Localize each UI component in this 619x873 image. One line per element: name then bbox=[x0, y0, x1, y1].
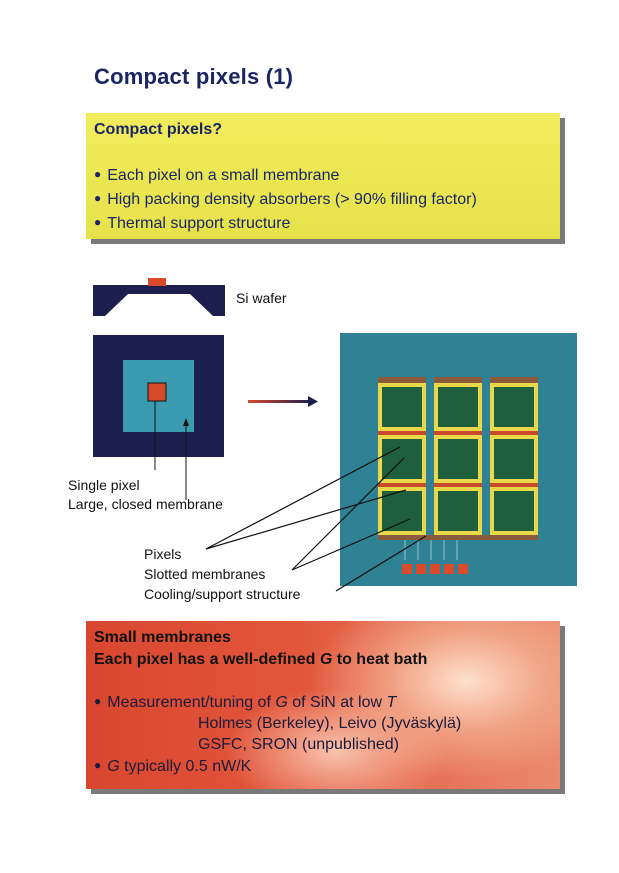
membrane-heading-line1: Small membranes bbox=[94, 629, 231, 646]
pixels-label: Pixels bbox=[144, 546, 182, 562]
membrane-reference-line: GSFC, SRON (unpublished) bbox=[198, 736, 399, 753]
membrane-reference-line: Holmes (Berkeley), Leivo (Jyväskylä) bbox=[198, 715, 462, 732]
readout-pad bbox=[444, 564, 454, 574]
bullet-icon: ● bbox=[94, 694, 102, 708]
membrane-bullet: ● Measurement/tuning of G of SiN at low T bbox=[94, 694, 397, 711]
membrane-heading-line2: Each pixel has a well-defined G to heat bath bbox=[94, 651, 428, 668]
readout-pad bbox=[402, 564, 412, 574]
pixel-cell bbox=[378, 377, 426, 431]
cooling-support-label: Cooling/support structure bbox=[144, 586, 301, 602]
bullet-icon: ● bbox=[94, 758, 102, 772]
transition-arrow-shaft bbox=[248, 400, 310, 403]
si-wafer-shape bbox=[93, 285, 225, 316]
membrane-body bbox=[94, 691, 461, 777]
pixel-cell bbox=[490, 483, 538, 535]
readout-pad bbox=[458, 564, 468, 574]
membrane-box bbox=[86, 621, 560, 789]
pixel-cell bbox=[490, 377, 538, 431]
single-pixel-absorber bbox=[148, 383, 166, 401]
pixel-cell bbox=[434, 377, 482, 431]
single-pixel-caption bbox=[68, 476, 223, 514]
membrane-heading bbox=[94, 627, 427, 671]
pixel-array-grid bbox=[378, 377, 538, 540]
bullet-icon: ● bbox=[94, 167, 102, 181]
transition-arrow-head bbox=[308, 396, 318, 407]
pixel-cell bbox=[434, 483, 482, 535]
array-pointer-labels bbox=[144, 544, 300, 604]
readout-pad bbox=[430, 564, 440, 574]
bullet-icon: ● bbox=[94, 191, 102, 205]
intro-bullet: ● High packing density absorbers (> 90% filling factor) bbox=[94, 191, 477, 208]
si-wafer-label: Si wafer bbox=[236, 290, 287, 306]
pixel-cell bbox=[378, 431, 426, 483]
single-pixel-label: Single pixel bbox=[68, 477, 140, 493]
pixel-cell bbox=[490, 431, 538, 483]
slotted-membranes-label: Slotted membranes bbox=[144, 566, 266, 582]
pixel-cell bbox=[434, 431, 482, 483]
intro-bullet: ● Each pixel on a small membrane bbox=[94, 167, 340, 184]
wafer-pixel bbox=[148, 278, 166, 286]
support-bar-bottom bbox=[378, 535, 538, 540]
slide-title: Compact pixels (1) bbox=[94, 64, 294, 89]
closed-membrane-label: Large, closed membrane bbox=[68, 496, 223, 512]
intro-heading: Compact pixels? bbox=[94, 121, 223, 138]
intro-bullet: ● Thermal support structure bbox=[94, 215, 291, 232]
bullet-icon: ● bbox=[94, 215, 102, 229]
membrane-bullet: ● G typically 0.5 nW/K bbox=[94, 758, 252, 775]
readout-pad bbox=[416, 564, 426, 574]
